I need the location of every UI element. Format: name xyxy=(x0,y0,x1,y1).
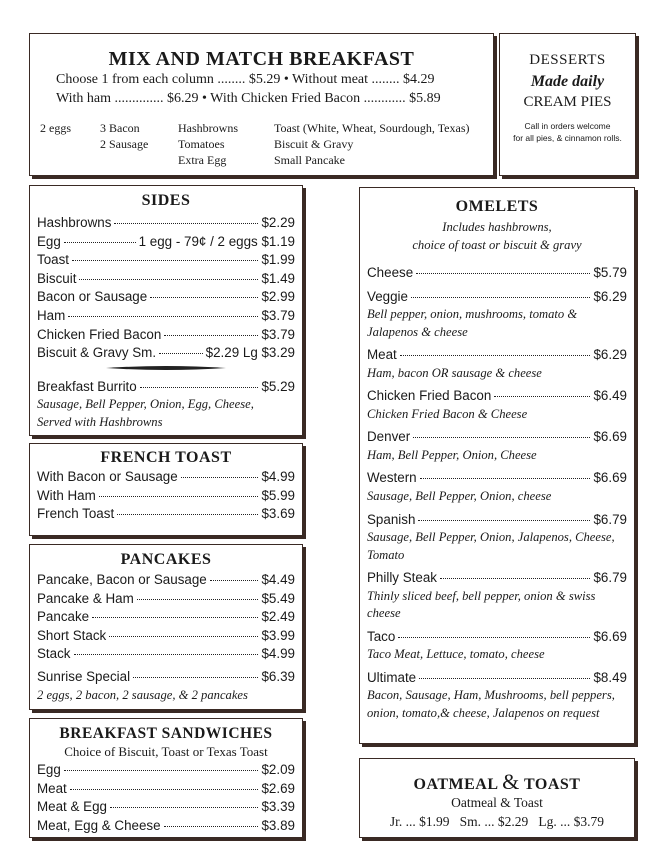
item-price: $4.99 xyxy=(261,469,295,484)
item-name: Veggie xyxy=(367,288,408,304)
item-price: $2.49 xyxy=(261,609,295,625)
pancakes-item xyxy=(37,571,295,590)
item-desc: Ham, Bell Pepper, Onion, Cheese xyxy=(367,447,537,462)
omelet-item xyxy=(367,428,627,464)
divider-ornament xyxy=(106,364,226,372)
item-name: Hashbrowns xyxy=(37,215,112,230)
item-price: $3.99 xyxy=(261,627,295,643)
mix-col-2 xyxy=(100,120,148,152)
item-name: Meat xyxy=(367,347,397,363)
french-toast-item xyxy=(37,505,295,524)
item-name: Stack xyxy=(37,646,71,662)
burrito-desc: Sausage, Bell Pepper, Onion, Egg, Cheese, Served with Hashbrowns xyxy=(37,397,254,429)
sides-item xyxy=(37,344,295,363)
item-desc: Thinly sliced beef, bell pepper, onion & swiss cheese xyxy=(367,588,596,621)
item-desc: Ham, bacon OR sausage & cheese xyxy=(367,365,542,380)
oatmeal-ampersand: & xyxy=(502,769,520,794)
item-name: Philly Steak xyxy=(367,570,437,586)
item-price: $3.89 xyxy=(261,817,295,833)
desserts-subtitle: CREAM PIES xyxy=(523,94,612,110)
sides-item xyxy=(37,233,295,252)
pancakes-item xyxy=(37,627,295,646)
item-name: Cheese xyxy=(367,265,414,280)
mix-col-3 xyxy=(178,120,238,168)
item-price: $6.49 xyxy=(593,388,627,404)
item-desc: Taco Meat, Lettuce, tomato, cheese xyxy=(367,647,545,662)
item-price: $6.79 xyxy=(593,511,627,527)
item-name: With Bacon or Sausage xyxy=(37,469,178,484)
item-name: Meat, Egg & Cheese xyxy=(37,817,161,833)
omelets-sub-2: choice of toast or biscuit & gravy xyxy=(412,237,582,252)
item-price: $6.29 xyxy=(593,347,627,363)
desserts-script: Made daily xyxy=(530,73,605,90)
desserts-box xyxy=(499,33,636,176)
item-price: $6.69 xyxy=(593,628,627,644)
item-name: Pancake, Bacon or Sausage xyxy=(37,572,207,587)
mix-col-4 xyxy=(274,120,470,168)
mix-col1-item: 2 eggs xyxy=(40,121,71,135)
omelet-item xyxy=(367,669,627,723)
omelet-item xyxy=(367,387,627,423)
pancakes-title: PANCAKES xyxy=(120,551,212,568)
omelets-title: OMELETS xyxy=(455,198,539,215)
item-name: Taco xyxy=(367,628,396,644)
item-desc: Sausage, Bell Pepper, Onion, Jalapenos, Cheese, Tomato xyxy=(367,530,615,562)
item-desc: Sausage, Bell Pepper, Onion, cheese xyxy=(367,489,552,504)
desserts-note-2: for all pies, & cinnamon rolls. xyxy=(513,133,622,143)
item-desc: Bacon, Sausage, Ham, Mushrooms, bell peppers, onion, tomato,& cheese, Jalapenos on request xyxy=(367,688,615,720)
item-price: $2.09 xyxy=(261,762,295,777)
mix-col3-item: Extra Egg xyxy=(178,153,227,167)
item-name: Breakfast Burrito xyxy=(37,378,137,394)
item-name: Toast xyxy=(37,252,70,268)
sides-item xyxy=(37,307,295,326)
item-name: Western xyxy=(367,470,417,486)
item-price: $3.39 xyxy=(261,799,295,815)
item-name: Denver xyxy=(367,429,411,445)
mix-col2-item: 2 Sausage xyxy=(100,137,149,151)
item-price: $2.29 Lg $3.29 xyxy=(205,345,295,361)
pancakes-item xyxy=(37,645,295,664)
item-price: $2.99 xyxy=(261,289,295,305)
item-name: French Toast xyxy=(37,506,115,522)
item-name: Egg xyxy=(37,233,61,249)
sunrise-special-desc: 2 eggs, 2 bacon, 2 sausage, & 2 pancakes xyxy=(37,687,248,702)
item-price: $5.99 xyxy=(261,487,295,503)
item-name: Pancake xyxy=(37,609,90,625)
item-name: Biscuit xyxy=(37,270,77,286)
item-price: $3.79 xyxy=(261,307,295,323)
omelet-item xyxy=(367,469,627,505)
item-name: Meat xyxy=(37,780,67,796)
item-name: Meat & Egg xyxy=(37,799,107,815)
item-price: $2.69 xyxy=(261,780,295,796)
omelet-item xyxy=(367,264,627,283)
mix-line-1: Choose 1 from each column ........ $5.29 • Without meat ........ $4.29 xyxy=(56,72,435,87)
item-desc: Chicken Fried Bacon & Cheese xyxy=(367,406,528,421)
item-name: Short Stack xyxy=(37,627,107,643)
item-desc: Bell pepper, onion, mushrooms, tomato & Jalapenos & cheese xyxy=(367,307,578,339)
item-name: Chicken Fried Bacon xyxy=(367,388,492,404)
item-price: $8.49 xyxy=(593,669,627,685)
sandwiches-subtitle: Choice of Biscuit, Toast or Texas Toast xyxy=(64,744,268,759)
sandwich-item xyxy=(37,761,295,780)
sides-title: SIDES xyxy=(141,192,191,209)
mix-and-match-box xyxy=(29,33,494,176)
item-name: Sunrise Special xyxy=(37,668,131,684)
item-price: $3.79 xyxy=(261,326,295,342)
desserts-title: DESSERTS xyxy=(529,52,606,68)
mix-col3-item: Hashbrowns xyxy=(178,121,238,135)
item-detail: 1 egg - 79¢ / 2 eggs xyxy=(138,233,258,249)
omelet-item xyxy=(367,346,627,382)
omelet-item xyxy=(367,288,627,342)
item-price: $6.69 xyxy=(593,470,627,486)
sides-item xyxy=(37,214,295,233)
mix-col4-item: Biscuit & Gravy xyxy=(274,137,354,151)
mix-title: MIX AND MATCH BREAKFAST xyxy=(108,48,415,70)
item-price: $6.39 xyxy=(261,668,295,684)
pancakes-item xyxy=(37,608,295,627)
oatmeal-title-a: OATMEAL xyxy=(413,776,498,793)
sides-item xyxy=(37,251,295,270)
item-name: With Ham xyxy=(37,487,96,503)
pancakes-box xyxy=(29,544,303,710)
sunrise-special-item xyxy=(37,668,295,687)
item-name: Pancake & Ham xyxy=(37,590,134,606)
item-price: $6.79 xyxy=(593,570,627,586)
item-name: Chicken Fried Bacon xyxy=(37,326,162,342)
item-name: Ham xyxy=(37,307,66,323)
sandwiches-title: BREAKFAST SANDWICHES xyxy=(59,725,273,742)
sides-item xyxy=(37,326,295,345)
omelet-item xyxy=(367,628,627,664)
item-name: Spanish xyxy=(367,511,416,527)
burrito-item xyxy=(37,378,295,397)
item-price: $5.29 xyxy=(261,378,295,394)
oatmeal-box xyxy=(359,758,635,838)
sides-item xyxy=(37,288,295,307)
oatmeal-title xyxy=(360,769,634,795)
item-name: Ultimate xyxy=(367,669,417,685)
french-toast-box xyxy=(29,443,303,536)
item-price: $5.79 xyxy=(593,265,627,280)
mix-col-1 xyxy=(40,120,71,136)
french-toast-title: FRENCH TOAST xyxy=(100,449,232,466)
french-toast-item xyxy=(37,468,295,487)
item-price: $1.99 xyxy=(261,252,295,268)
mix-col2-item: 3 Bacon xyxy=(100,121,140,135)
sandwiches-box xyxy=(29,718,303,838)
french-toast-item xyxy=(37,487,295,506)
item-price: $4.99 xyxy=(261,646,295,662)
item-name: Biscuit & Gravy Sm. xyxy=(37,345,157,361)
omelet-item xyxy=(367,569,627,623)
desserts-note-1: Call in orders welcome xyxy=(524,121,611,131)
item-price: $1.49 xyxy=(261,270,295,286)
omelet-item xyxy=(367,511,627,565)
pancakes-item xyxy=(37,590,295,609)
item-price: $6.29 xyxy=(593,288,627,304)
sides-box xyxy=(29,185,303,436)
item-name: Bacon or Sausage xyxy=(37,289,148,305)
oatmeal-subtitle: Oatmeal & Toast xyxy=(451,795,543,810)
item-price: $2.29 xyxy=(261,215,295,230)
item-price: $4.49 xyxy=(261,572,295,587)
omelets-box xyxy=(359,187,635,744)
item-price: $6.69 xyxy=(593,429,627,445)
omelets-sub-1: Includes hashbrowns, xyxy=(442,220,552,234)
mix-col4-item: Toast (White, Wheat, Sourdough, Texas) xyxy=(274,121,470,135)
mix-line-2: With ham .............. $6.29 • With Chicken Fried Bacon ............ $5.89 xyxy=(56,91,441,106)
oatmeal-title-b: TOAST xyxy=(524,776,581,793)
sides-item xyxy=(37,270,295,289)
sandwich-item xyxy=(37,798,295,817)
sandwich-item xyxy=(37,780,295,799)
item-name: Egg xyxy=(37,762,61,777)
mix-col4-item: Small Pancake xyxy=(274,153,345,167)
item-price: $1.19 xyxy=(261,233,295,249)
oatmeal-prices: Jr. ... $1.99 Sm. ... $2.29 Lg. ... $3.79 xyxy=(389,814,605,829)
item-price: $5.49 xyxy=(261,590,295,606)
item-price: $3.69 xyxy=(261,506,295,522)
mix-col3-item: Tomatoes xyxy=(178,137,225,151)
sandwich-item xyxy=(37,817,295,836)
